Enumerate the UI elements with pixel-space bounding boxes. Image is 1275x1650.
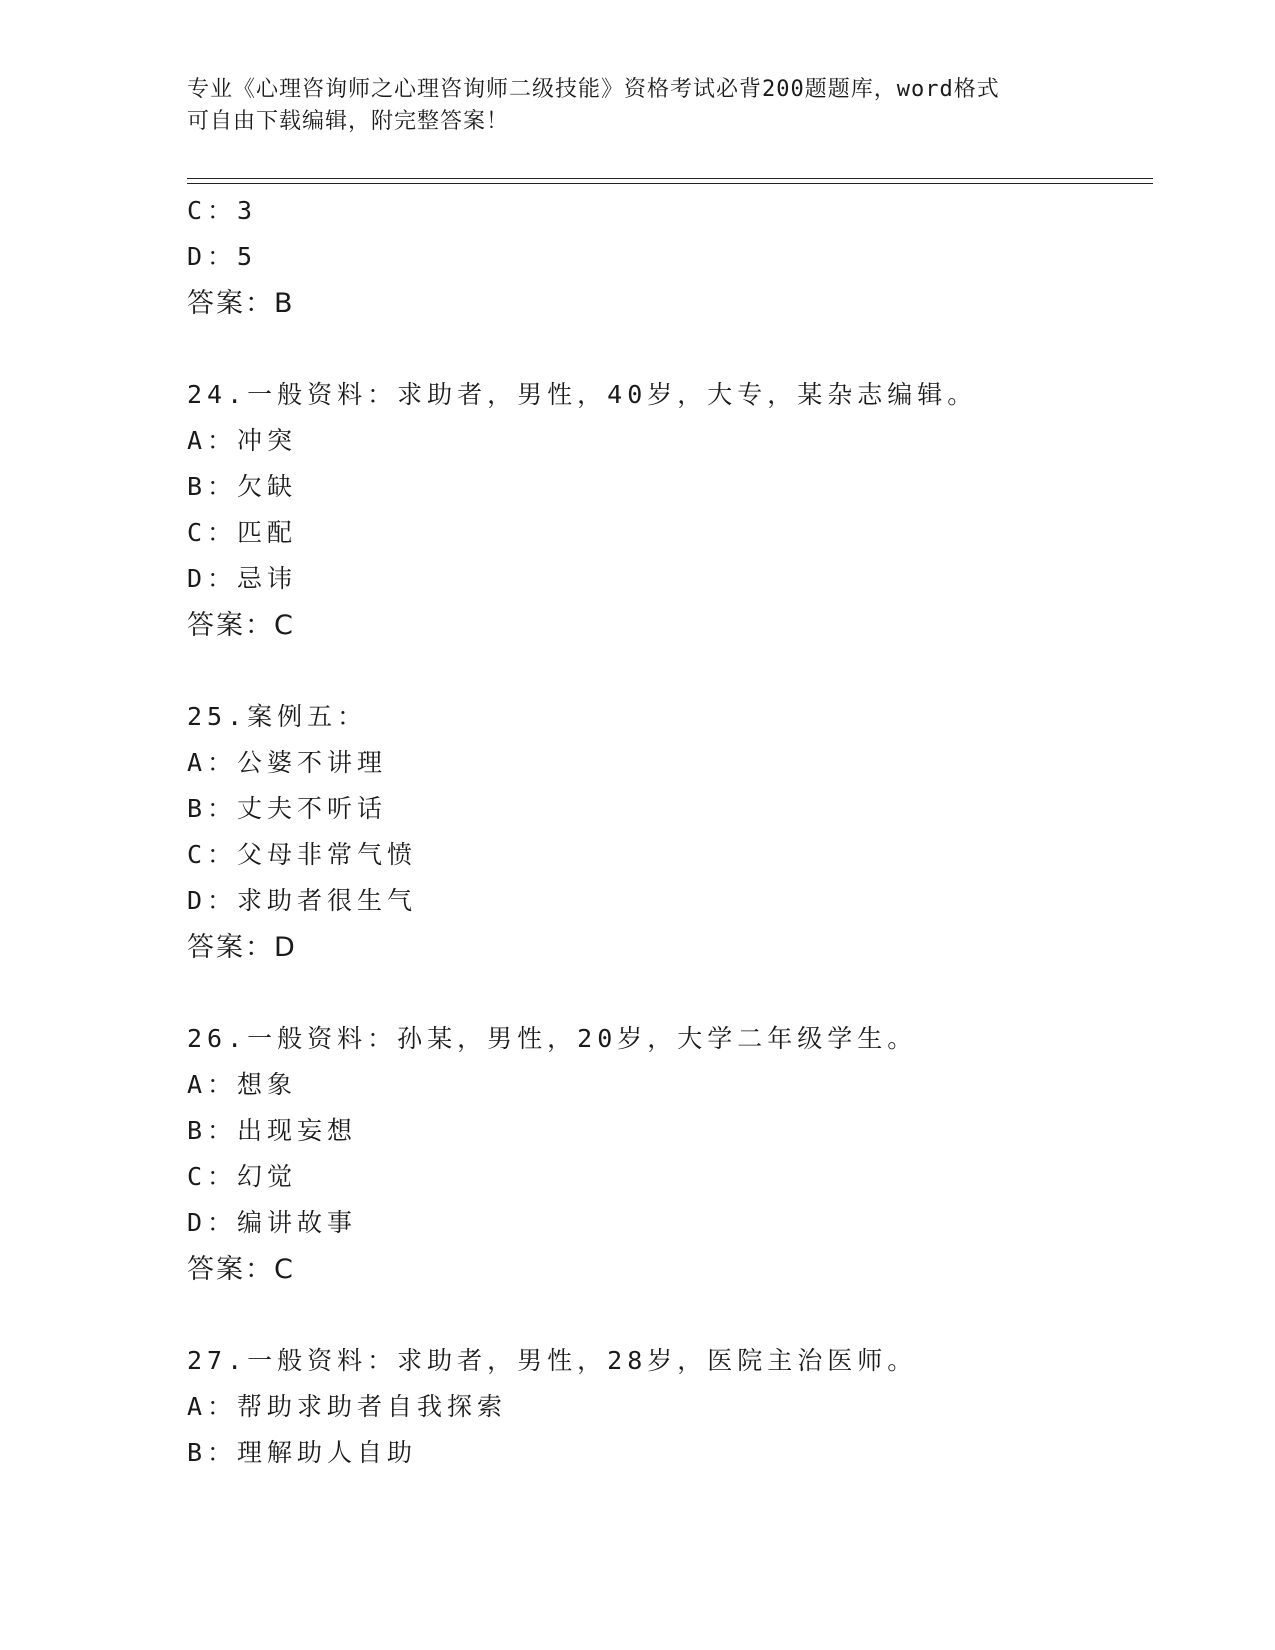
option-c: C：3 xyxy=(187,196,258,225)
question-block-24 xyxy=(187,372,1153,649)
option-c: C：匹配 xyxy=(187,518,298,547)
document-header xyxy=(187,74,1087,138)
question-block-27 xyxy=(187,1338,1153,1476)
option-a: A：冲突 xyxy=(187,426,298,455)
option-b: B：丈夫不听话 xyxy=(187,794,388,823)
question-text: 27.一般资料：求助者，男性，28岁，医院主治医师。 xyxy=(187,1346,918,1375)
header-divider-top xyxy=(187,178,1153,179)
question-block-25 xyxy=(187,694,1153,971)
answer: 答案：B xyxy=(187,288,295,319)
question-block-23 xyxy=(187,188,1153,327)
question-text: 25.案例五： xyxy=(187,702,368,731)
question-list xyxy=(187,188,1153,1476)
question-text: 26.一般资料：孙某，男性，20岁，大学二年级学生。 xyxy=(187,1024,918,1053)
option-c: C：幻觉 xyxy=(187,1162,298,1191)
answer: 答案：C xyxy=(187,610,295,641)
option-d: D：忌讳 xyxy=(187,564,298,593)
answer: 答案：C xyxy=(187,1254,295,1285)
option-b: B：理解助人自助 xyxy=(187,1438,418,1467)
option-b: B：欠缺 xyxy=(187,472,298,501)
header-divider-bottom xyxy=(187,183,1153,184)
option-b: B：出现妄想 xyxy=(187,1116,358,1145)
option-a: A：公婆不讲理 xyxy=(187,748,388,777)
option-a: A：想象 xyxy=(187,1070,298,1099)
option-d: D：编讲故事 xyxy=(187,1208,358,1237)
option-d: D：5 xyxy=(187,242,258,271)
answer: 答案：D xyxy=(187,932,297,963)
question-text: 24.一般资料：求助者，男性，40岁，大专，某杂志编辑。 xyxy=(187,380,978,409)
question-block-26 xyxy=(187,1016,1153,1293)
option-c: C：父母非常气愤 xyxy=(187,840,418,869)
option-a: A：帮助求助者自我探索 xyxy=(187,1392,508,1421)
header-line-1: 专业《心理咨询师之心理咨询师二级技能》资格考试必背200题题库，word格式 xyxy=(187,77,1000,102)
option-d: D：求助者很生气 xyxy=(187,886,418,915)
header-line-2: 可自由下载编辑，附完整答案！ xyxy=(187,109,510,134)
